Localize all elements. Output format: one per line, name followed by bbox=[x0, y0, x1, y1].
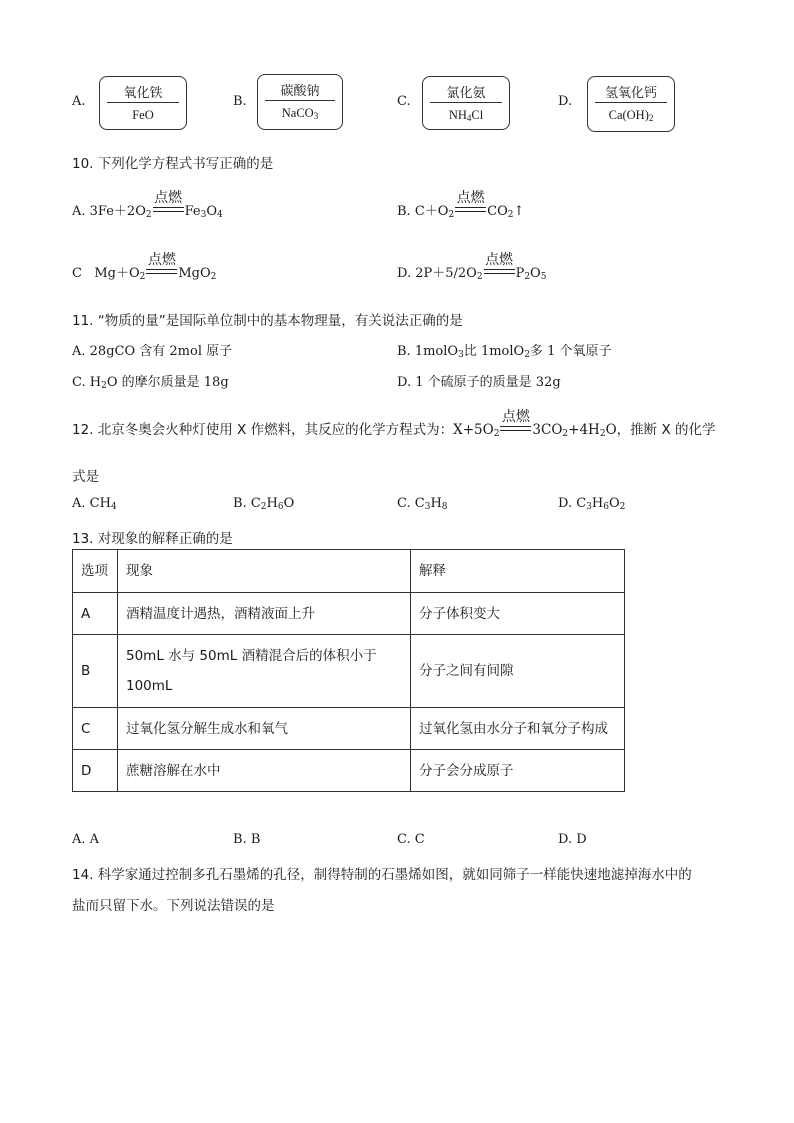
condition-label: 点燃 bbox=[501, 409, 530, 425]
q9-option-a-letter: A. bbox=[72, 94, 86, 109]
q10-option-d[interactable]: D. $2P+5/2O_2$ 点燃 $P_2O_5$ bbox=[397, 262, 546, 281]
q13-option-b[interactable]: B. B bbox=[233, 832, 261, 847]
q11-option-a[interactable]: A. 28gCO 含有 2mol 原子 bbox=[72, 344, 233, 359]
condition-label: 点燃 bbox=[154, 190, 183, 206]
q9-option-c-card[interactable] bbox=[422, 76, 510, 130]
row-explanation: 分子之间有间隙 bbox=[411, 635, 625, 708]
q9-option-b-name: 碳酸钠 bbox=[280, 84, 320, 99]
row-option: D bbox=[73, 750, 118, 792]
table-row bbox=[73, 708, 625, 750]
q9-option-c-name: 氯化氨 bbox=[446, 86, 486, 101]
q12-option-c[interactable]: C. $C_3H_8$ bbox=[397, 496, 448, 512]
card-divider bbox=[430, 102, 502, 103]
q11-option-b[interactable]: B. 1molO$_3$比 1molO$_2$多 1 个氧原子 bbox=[397, 344, 612, 360]
row-explanation: 分子会分成原子 bbox=[411, 750, 625, 792]
row-explanation: 分子体积变大 bbox=[411, 593, 625, 635]
header-phenomenon: 现象 bbox=[118, 550, 411, 593]
q10-option-b[interactable]: B. $C+O_2$ 点燃 $CO_2↑$ bbox=[397, 200, 524, 219]
q9-option-b-formula: NaCO$_3$ bbox=[281, 106, 319, 121]
q11-option-d[interactable]: D. 1 个硫原子的质量是 32g bbox=[397, 375, 561, 390]
header-explanation: 解释 bbox=[411, 550, 625, 593]
row-phenomenon: 酒精温度计遇热，酒精液面上升 bbox=[118, 593, 411, 635]
q13-option-a[interactable]: A. A bbox=[72, 832, 100, 847]
q14-stem-line1: 14. 科学家通过控制多孔石墨烯的孔径，制得特制的石墨烯如图，就如同筛子一样能快速地滤掉海水中的 bbox=[72, 867, 692, 883]
q10-stem: 10. 下列化学方程式书写正确的是 bbox=[72, 156, 274, 172]
q14-stem-line2: 盐而只留下水。下列说法错误的是 bbox=[72, 898, 275, 914]
q10-option-c[interactable]: C $Mg+O_2$ 点燃 MgO$_2$ bbox=[72, 262, 216, 281]
row-explanation: 过氧化氢由水分子和氧分子构成 bbox=[411, 708, 625, 750]
table-row bbox=[73, 593, 625, 635]
q13-table bbox=[72, 549, 625, 792]
row-phenomenon bbox=[118, 635, 411, 708]
condition-label: 点燃 bbox=[147, 252, 176, 268]
q12-option-a[interactable]: A. $CH_4$ bbox=[72, 496, 117, 512]
q9-option-a-name: 氧化铁 bbox=[123, 86, 163, 101]
row-option: B bbox=[73, 635, 118, 708]
q9-option-c-letter: C. bbox=[397, 94, 411, 109]
row-phenomenon-line2: 100mL bbox=[126, 678, 173, 694]
row-phenomenon-line1: 50mL 水与 50mL 酒精混合后的体积小于 bbox=[126, 648, 377, 664]
q9-option-c-formula: $NH_4Cl$ bbox=[448, 108, 484, 123]
q12-option-b[interactable]: B. $C_2H_6O$ bbox=[233, 496, 295, 512]
row-phenomenon: 蔗糖溶解在水中 bbox=[118, 750, 411, 792]
q9-option-d-name: 氢氧化钙 bbox=[604, 86, 657, 101]
q11-option-c[interactable]: C. $H_2O$ 的摩尔质量是 18g bbox=[72, 375, 229, 391]
q9-option-a-formula: FeO bbox=[132, 108, 154, 122]
q12-stem-cont: 式是 bbox=[72, 469, 99, 485]
condition-label: 点燃 bbox=[456, 190, 485, 206]
q10-option-a[interactable]: A. $3Fe+2O_2$ 点燃 $Fe_3O_4$ bbox=[72, 200, 223, 219]
condition-label: 点燃 bbox=[485, 252, 514, 268]
row-phenomenon: 过氧化氢分解生成水和氧气 bbox=[118, 708, 411, 750]
q13-stem: 13. 对现象的解释正确的是 bbox=[72, 531, 233, 547]
q13-option-c[interactable]: C. C bbox=[397, 832, 425, 847]
q9-option-a-card[interactable] bbox=[99, 76, 187, 130]
q9-option-b-card[interactable] bbox=[257, 74, 343, 130]
row-option: A bbox=[73, 593, 118, 635]
q9-option-d-formula: $Ca(OH)_2$ bbox=[608, 108, 654, 123]
q11-stem: 11. “物质的量”是国际单位制中的基本物理量，有关说法正确的是 bbox=[72, 313, 463, 329]
q9-option-b-letter: B. bbox=[233, 94, 247, 109]
q9-option-d-card[interactable] bbox=[587, 76, 675, 132]
table-header-row bbox=[73, 550, 625, 593]
row-option: C bbox=[73, 708, 118, 750]
table-row bbox=[73, 635, 625, 708]
q9-option-d-letter: D. bbox=[558, 94, 573, 109]
table-row bbox=[73, 750, 625, 792]
card-divider bbox=[265, 100, 335, 101]
card-divider bbox=[595, 102, 667, 103]
q12-stem: 12. 北京冬奥会火种灯使用 X 作燃料，其反应的化学方程式为：$X+5O_2$ 点燃 $3CO_2+4H_2O$，推断 X 的化学 bbox=[72, 418, 716, 438]
card-divider bbox=[107, 102, 179, 103]
q13-option-d[interactable]: D. D bbox=[558, 832, 587, 847]
header-option: 选项 bbox=[73, 550, 118, 593]
q12-option-d[interactable]: D. $C_3H_6O_2$ bbox=[558, 496, 626, 512]
